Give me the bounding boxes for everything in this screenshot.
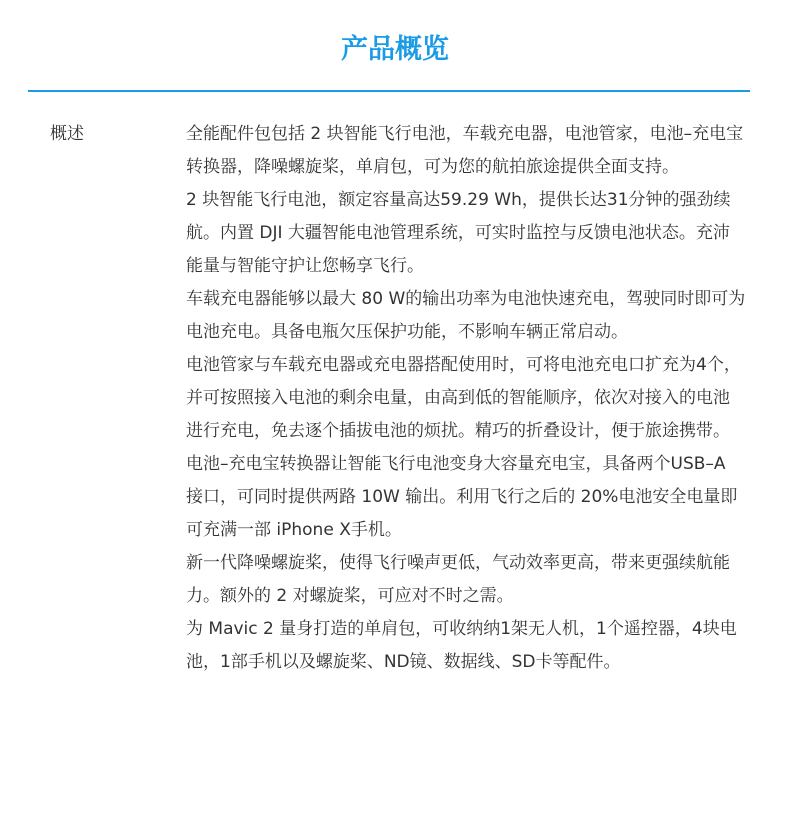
paragraph-shoulder-bag: 为 Mavic 2 量身打造的单肩包，可收纳纳1架无人机，1个遥控器，4块电池，1部手机以及螺旋桨、ND镜、数据线、SD卡等配件。 (186, 619, 737, 672)
title-divider (28, 90, 750, 92)
paragraph-power-bank-adapter: 电池–充电宝转换器让智能飞行电池变身大容量充电宝，具备两个USB–A 接口，可同时提供两路 10W 输出。利用飞行之后的 20%电池安全电量即可充满一部 iPhone X手机。 (186, 454, 738, 540)
paragraph-car-charger: 车载充电器能够以最大 80 W的输出功率为电池快速充电，驾驶同时即可为电池充电。具备电瓶欠压保护功能，不影响车辆正常启动。 (186, 289, 746, 342)
paragraph-flight-battery: 2 块智能飞行电池，额定容量高达59.29 Wh，提供长达31分钟的强劲续航。内置 DJI 大疆智能电池管理系统，可实时监控与反馈电池状态。充沛能量与智能守护让您畅享飞行。 (186, 190, 731, 276)
paragraph-propellers: 新一代降噪螺旋桨，使得飞行噪声更低，气动效率更高，带来更强续航能力。额外的 2 对螺旋桨，可应对不时之需。 (186, 553, 730, 606)
paragraph-charging-hub: 电池管家与车载充电器或充电器搭配使用时，可将电池充电口扩充为4个，并可按照接入电池的剩余电量，由高到低的智能顺序，依次对接入的电池进行充电，免去逐个插拔电池的烦扰。精巧的折叠设计，便于旅途携带。 (186, 355, 741, 441)
page-title: 产品概览 (341, 34, 449, 65)
overview-body (186, 118, 746, 679)
paragraph-accessory-kit: 全能配件包包括 2 块智能飞行电池，车载充电器，电池管家，电池–充电宝转换器，降噪螺旋桨，单肩包，可为您的航拍旅途提供全面支持。 (186, 124, 744, 177)
section-label: 概述 (50, 124, 84, 144)
